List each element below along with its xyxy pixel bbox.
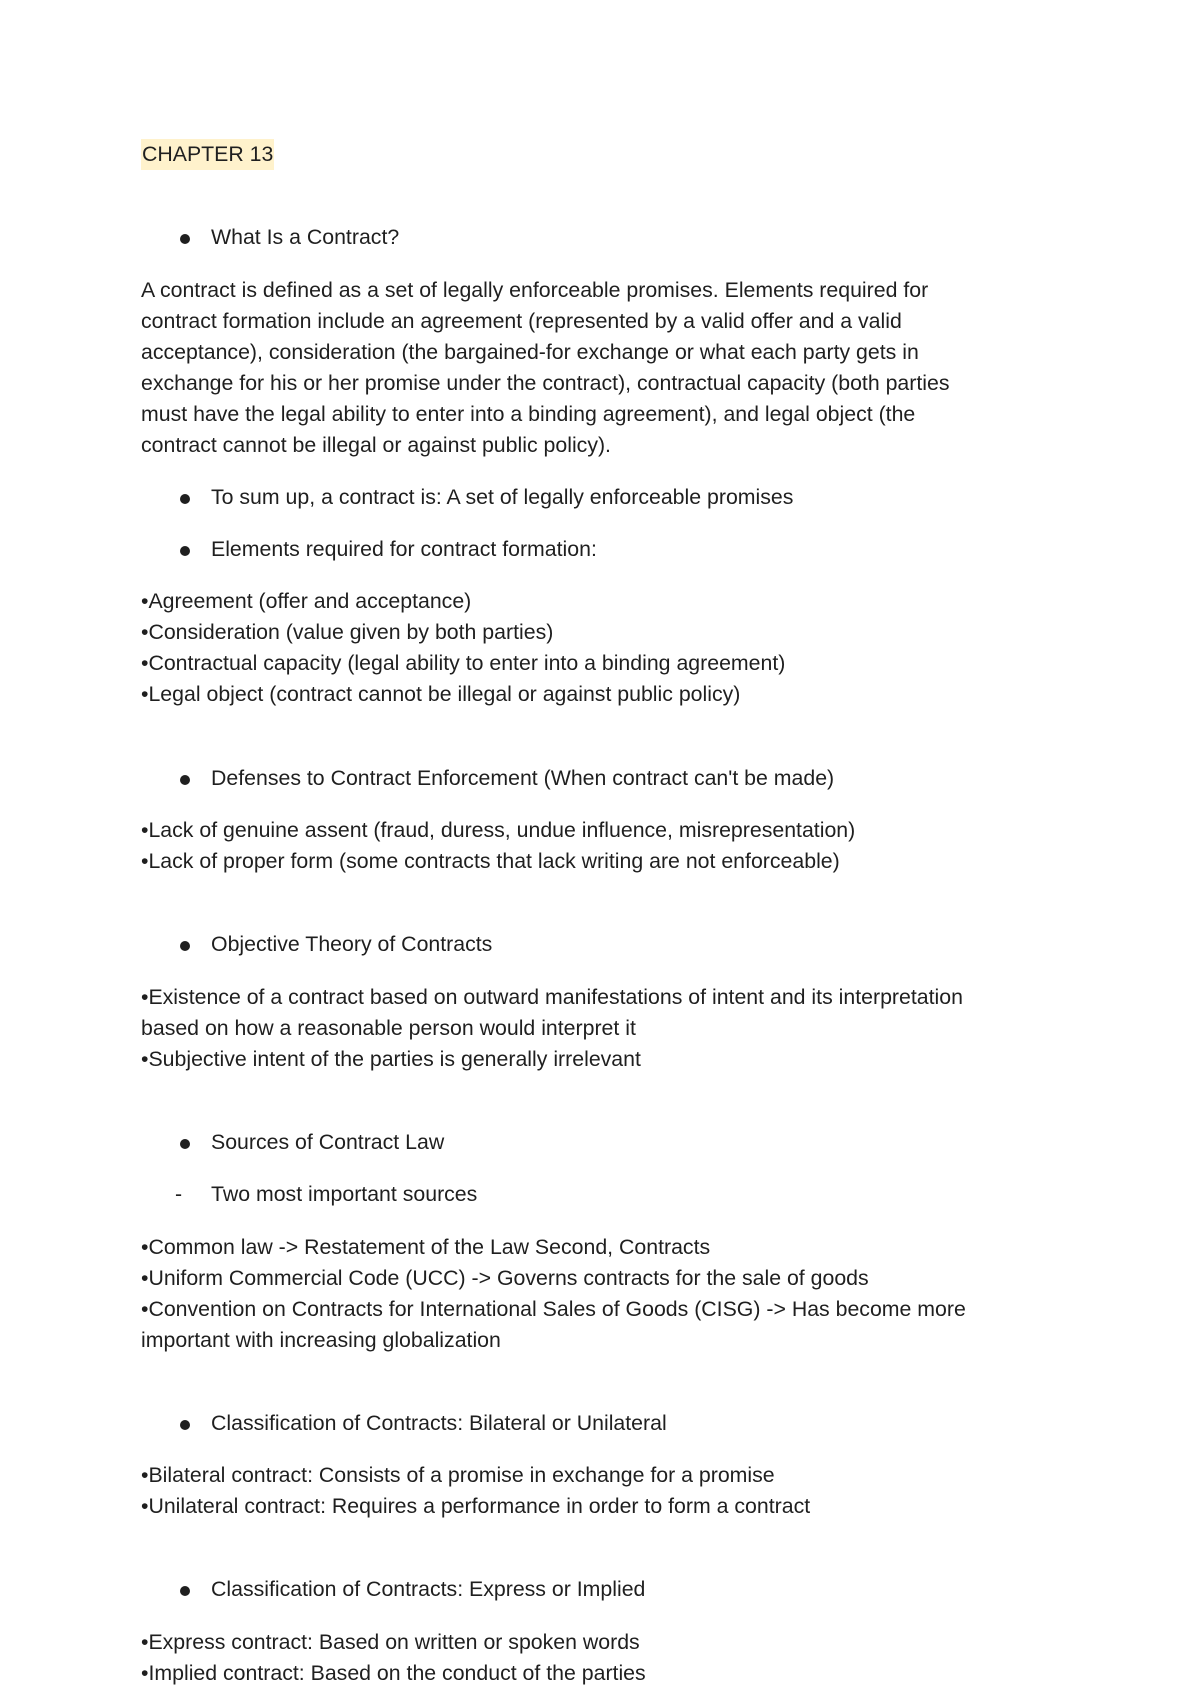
list-item: •Agreement (offer and acceptance) [141,589,472,614]
bullet-heading-defenses [141,763,1071,794]
list-item: •Unilateral contract: Requires a performance in order to form a contract [141,1494,811,1519]
list-item: •Lack of genuine assent (fraud, duress, undue influence, misrepresentation) [141,818,856,843]
list-item: •Lack of proper form (some contracts that lack writing are not enforceable) [141,849,840,874]
dash-text: Two most important sources [211,1182,478,1207]
heading-text: Sources of Contract Law [211,1129,445,1154]
bullet-dot-icon [180,546,190,556]
bullet-dot-icon [180,941,190,951]
para-line: exchange for his or her promise under the contract), contractual capacity (both parties [141,370,950,395]
para-line: contract cannot be illegal or against public policy). [141,432,611,457]
list-item: important with increasing globalization [141,1327,501,1352]
heading-text: Classification of Contracts: Bilateral or Unilateral [211,1410,667,1435]
bullet-dot-icon [180,234,190,244]
bullet-text: Elements required for contract formation: [211,537,597,562]
document-page [141,139,1071,1689]
bullet-dot-icon [180,1139,190,1149]
list-item: based on how a reasonable person would interpret it [141,1015,636,1040]
list-item: •Uniform Commercial Code (UCC) -> Governs contracts for the sale of goods [141,1265,869,1290]
list-item: •Consideration (value given by both parties) [141,620,554,645]
heading-text: Defenses to Contract Enforcement (When contract can't be made) [211,765,835,790]
spacer [141,170,1071,201]
spacer [141,1075,1071,1106]
dash-marker: - [175,1182,183,1207]
list-item: •Bilateral contract: Consists of a promise in exchange for a promise [141,1463,775,1488]
para-line: must have the legal ability to enter into a binding agreement), and legal object (the [141,401,916,426]
bullet-heading-express [141,1574,1071,1605]
chapter-title: CHAPTER 13 [141,139,274,170]
bullet-dot-icon [180,1586,190,1596]
chapter-title-line [141,139,1071,170]
list-item: •Convention on Contracts for International Sales of Goods (CISG) -> Has become more [141,1296,966,1321]
list-item: •Express contract: Based on written or spoken words [141,1629,640,1654]
bullet-heading-sources [141,1127,1071,1158]
list-item: •Implied contract: Based on the conduct of the parties [141,1660,646,1685]
list-item: •Legal object (contract cannot be illegal or against public policy) [141,682,741,707]
bullet-dot-icon [180,1420,190,1430]
spacer [141,710,1071,741]
list-item: •Subjective intent of the parties is generally irrelevant [141,1046,641,1071]
para-line: A contract is defined as a set of legally enforceable promises. Elements required for [141,277,929,302]
list-item: •Contractual capacity (legal ability to enter into a binding agreement) [141,651,786,676]
bullet-dot-icon [180,775,190,785]
spacer [141,1356,1071,1387]
bullet-sum-up [141,482,1071,513]
bullet-text: To sum up, a contract is: A set of legally enforceable promises [211,484,794,509]
spacer [141,877,1071,908]
bullet-heading-what-is-contract [141,222,1071,253]
para-line: contract formation include an agreement (represented by a valid offer and a valid [141,308,902,333]
bullet-heading-bilateral [141,1408,1071,1439]
list-item: •Common law -> Restatement of the Law Second, Contracts [141,1234,711,1259]
heading-text: Objective Theory of Contracts [211,932,493,957]
bullet-elements-heading [141,534,1071,565]
bullet-heading-objective-theory [141,929,1071,960]
bullet-dot-icon [180,494,190,504]
dash-item [141,1179,1071,1210]
list-item: •Existence of a contract based on outward manifestations of intent and its interpretation [141,984,963,1009]
heading-text: What Is a Contract? [211,225,400,250]
heading-text: Classification of Contracts: Express or Implied [211,1577,646,1602]
spacer [141,1522,1071,1553]
para-line: acceptance), consideration (the bargained-for exchange or what each party gets in [141,339,919,364]
